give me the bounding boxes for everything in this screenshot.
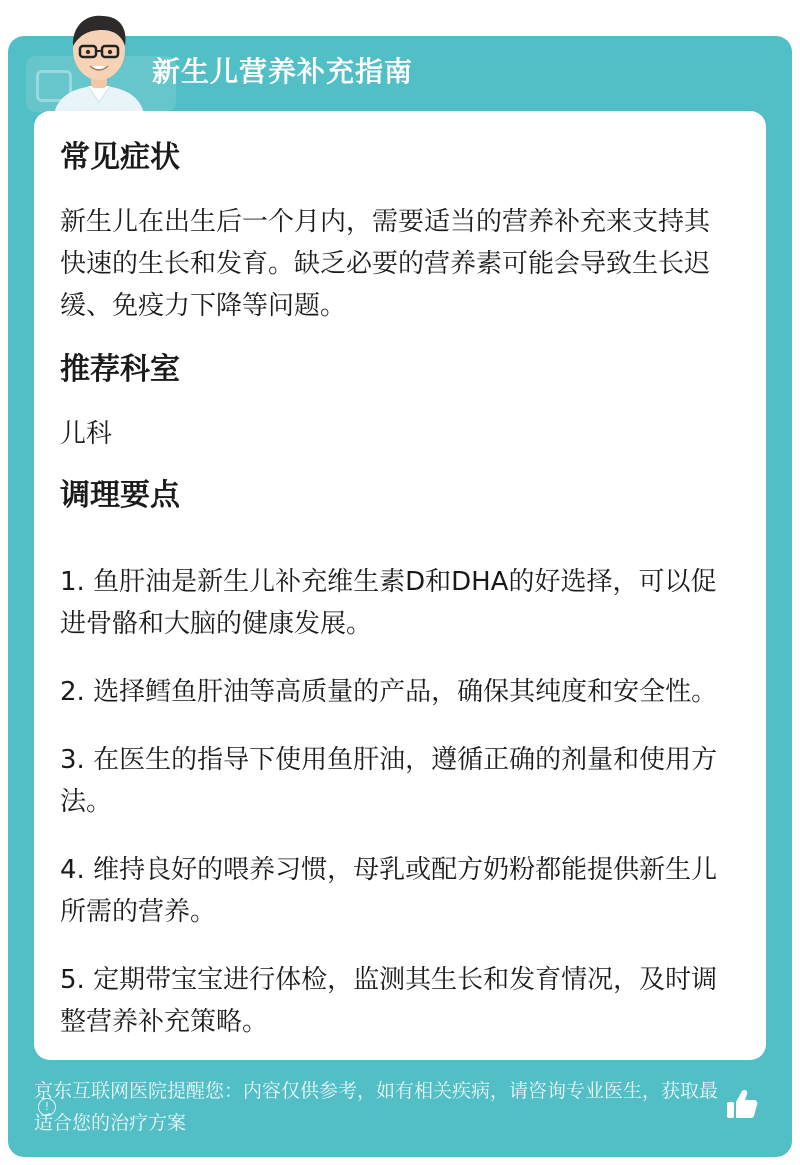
section-title-tips: 调理要点	[60, 478, 180, 513]
section-title-department: 推荐科室	[60, 352, 180, 387]
list-item: 2. 选择鳕鱼肝油等高质量的产品，确保其纯度和安全性。	[60, 677, 718, 707]
list-item: 5. 定期带宝宝进行体检，监测其生长和发育情况，及时调整营养补充策略。	[60, 965, 718, 1037]
list-item: 4. 维持良好的喂养习惯，母乳或配方奶粉都能提供新生儿所需的营养。	[60, 855, 718, 927]
section-title-symptoms: 常见症状	[60, 140, 180, 175]
page-title: 新生儿营养补充指南	[152, 55, 414, 88]
list-item: 3. 在医生的指导下使用鱼肝油，遵循正确的剂量和使用方法。	[60, 745, 718, 817]
thumbs-up-icon[interactable]	[724, 1086, 760, 1122]
symptoms-text: 新生儿在出生后一个月内，需要适当的营养补充来支持其快速的生长和发育。缺乏必要的营养素可能会导致生长迟缓、免疫力下降等问题。	[60, 207, 711, 321]
disclaimer-text: 京东互联网医院提醒您：内容仅供参考，如有相关疾病，请咨询专业医生，获取最适合您的治疗方案	[34, 1080, 719, 1134]
doctor-avatar	[44, 6, 154, 114]
department-text: 儿科	[60, 419, 113, 449]
list-item: 1. 鱼肝油是新生儿补充维生素D和DHA的好选择，可以促进骨骼和大脑的健康发展。	[60, 567, 717, 639]
info-circle-icon: !	[38, 1098, 56, 1116]
content-card	[34, 111, 766, 1060]
tips-list	[60, 535, 730, 1059]
